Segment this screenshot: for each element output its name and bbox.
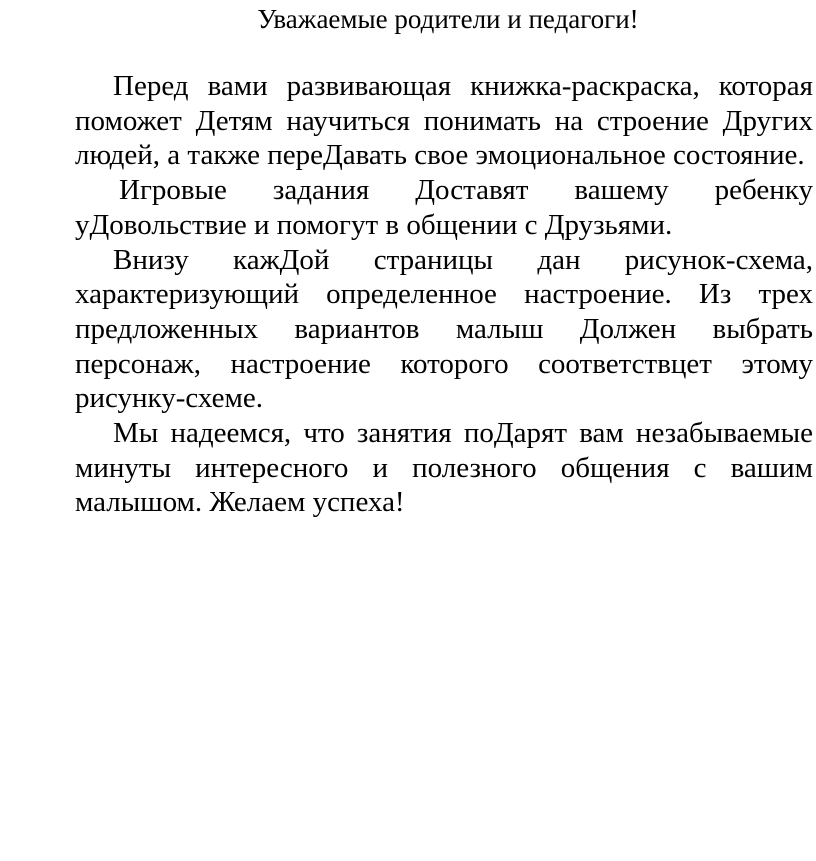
paragraph-instructions: Внизу кажДой страницы дан рисунок-схема, характеризующий определенное настроение. Из трех предложенных вариантов малыш Должен выбрать персонаж, настроение которого соответствцет этому рисунку-схеме. <box>75 243 813 415</box>
paragraph-closing: Мы надеемся, что занятия поДарят вам незабываемые минуты интересного и полезного общения с вашим малышом. Желаем успеха! <box>75 417 813 519</box>
greeting-heading: Уважаемые родители и педагоги! <box>257 4 639 34</box>
paragraph-games: Игровые задания Доставят вашему ребенку уДовольствие и помогут в общении с Друзьями. <box>75 174 813 241</box>
paragraph-intro: Перед вами развивающая книжка-раскраска, которая поможет Детям научиться понимать на строение Других людей, а также переДавать свое эмоциональное состояние. <box>75 70 813 172</box>
body-text <box>75 69 813 520</box>
